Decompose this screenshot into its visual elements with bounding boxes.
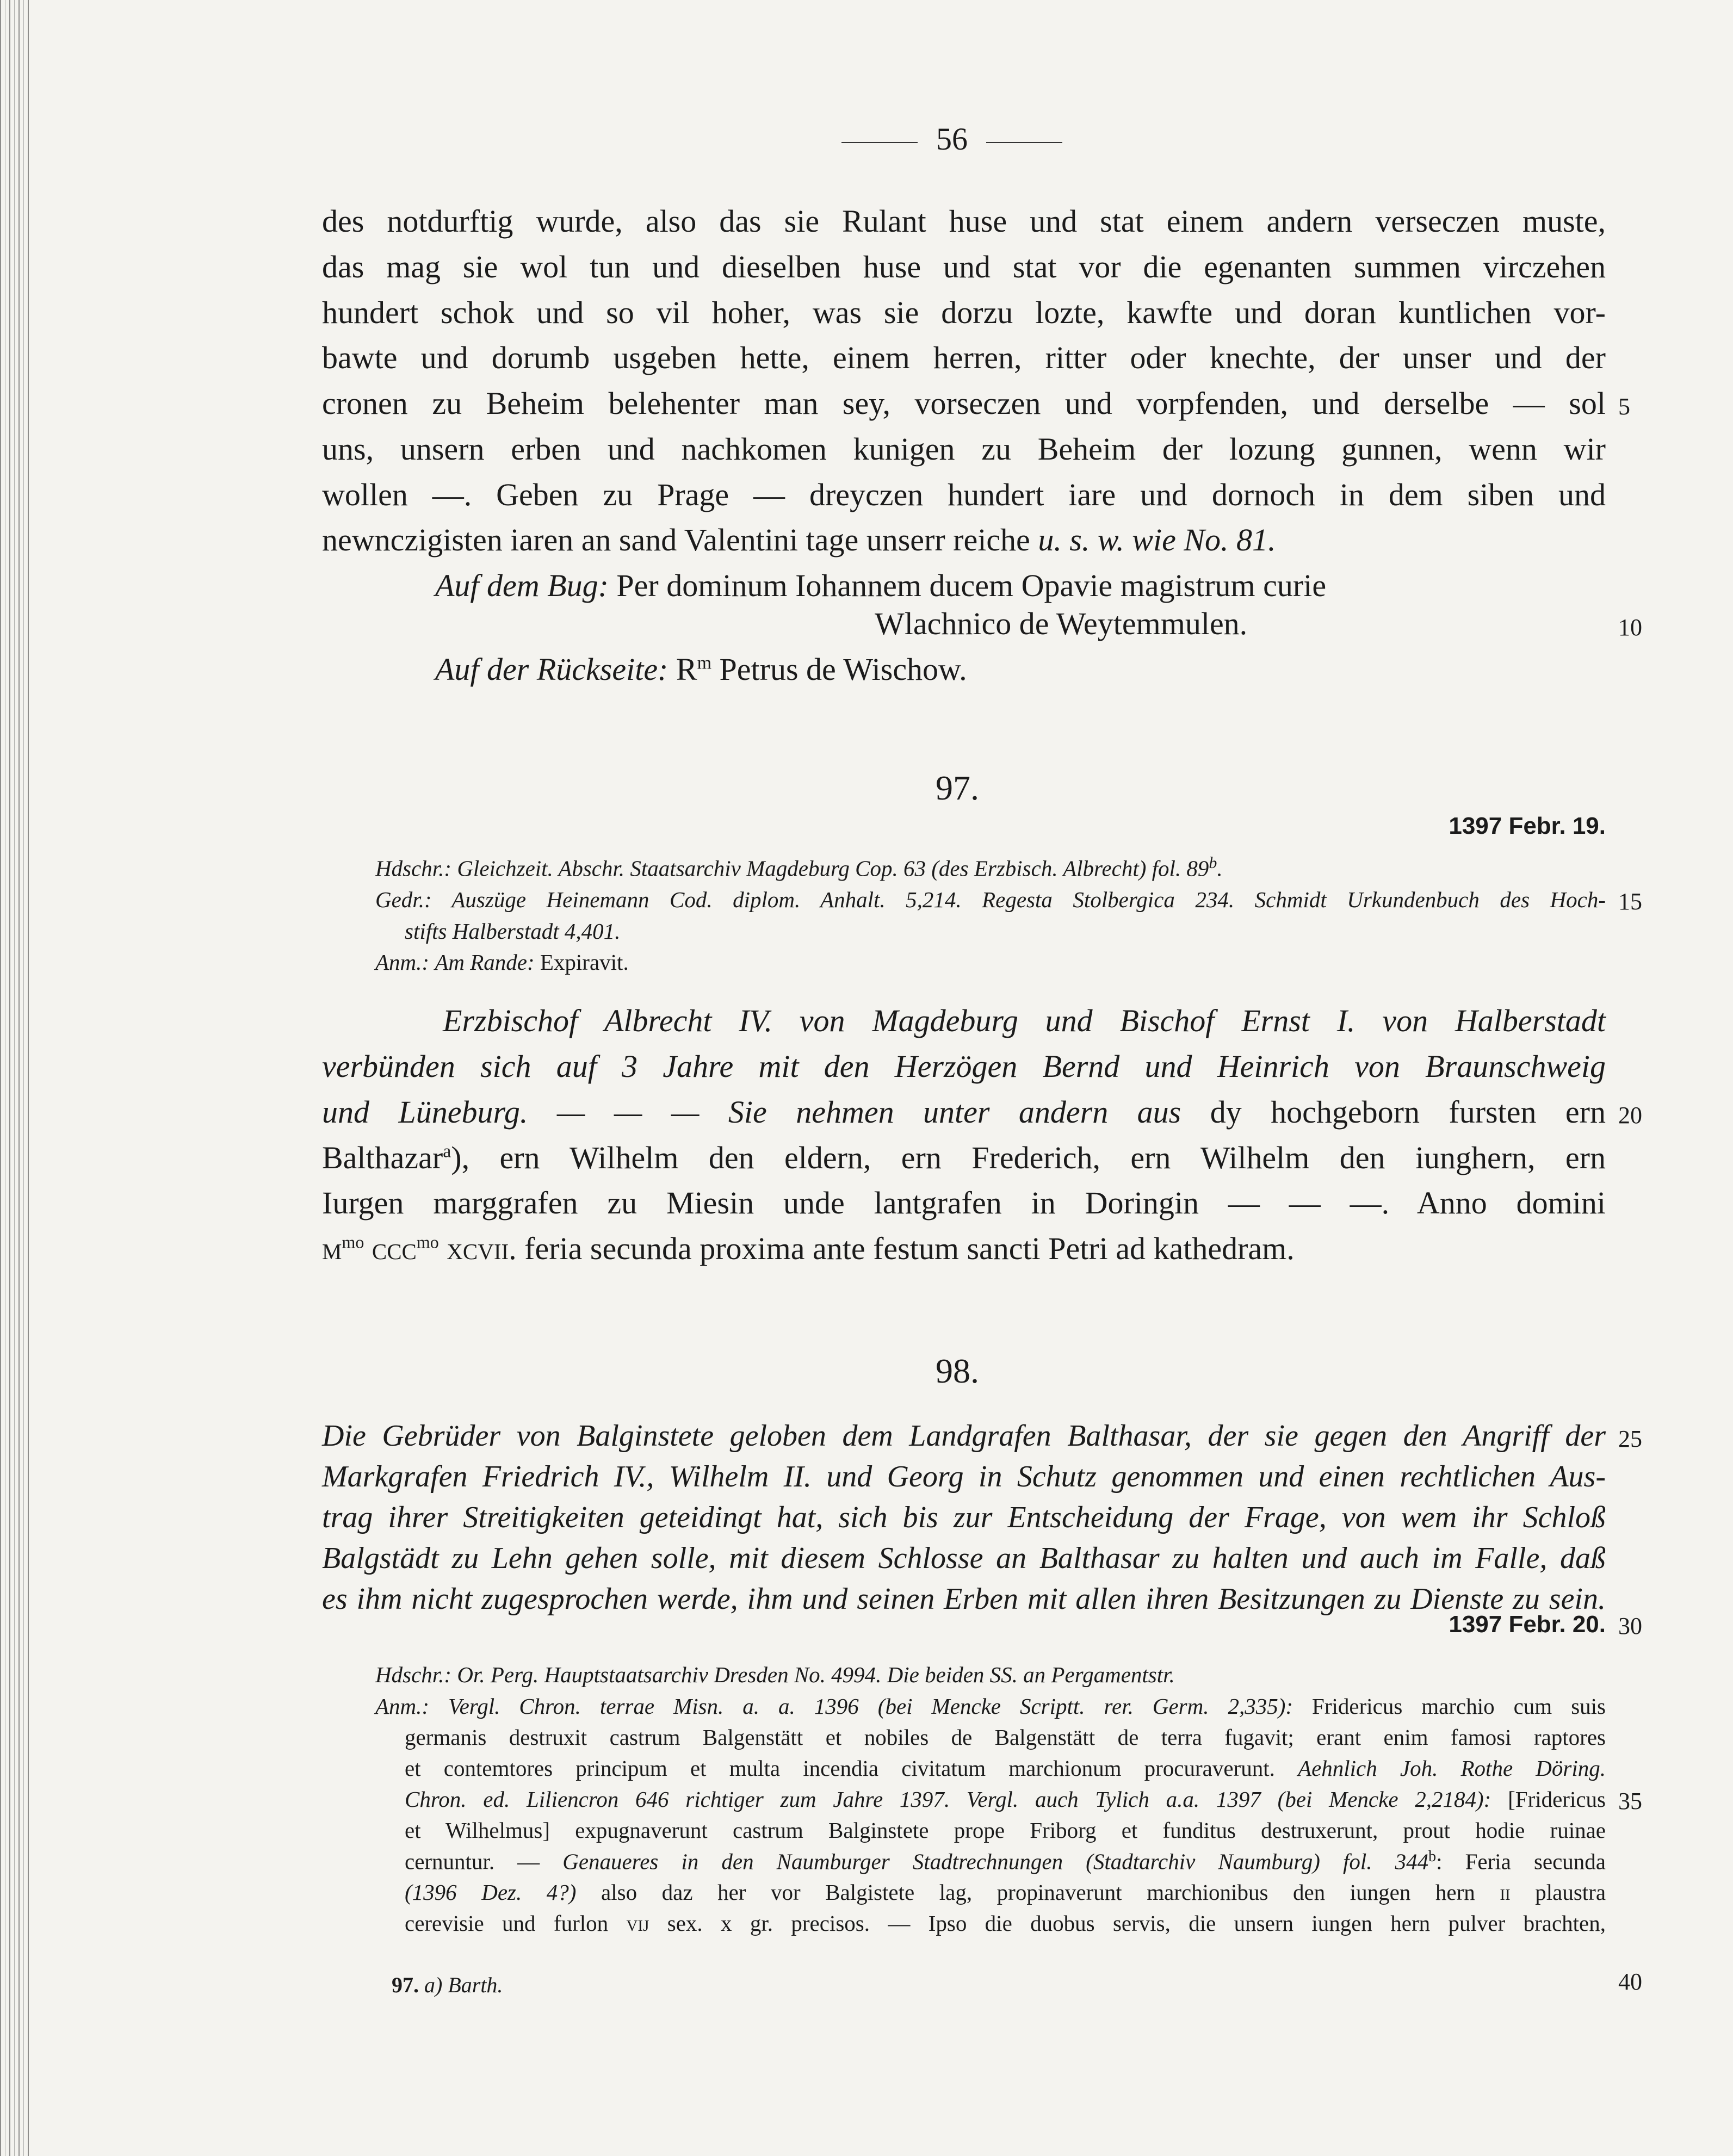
text-line — [322, 524, 1606, 556]
footnote-text: a) Barth. — [424, 1973, 503, 1997]
footnote-number: 97. — [392, 1973, 419, 1997]
text-segment: also daz her vor Balgistete lag, propinaverunt marchionibus den iungen hern — [601, 1880, 1475, 1905]
text-segment: dy hochgeborn fursten ern — [1210, 1094, 1606, 1130]
text-segment: cerevisie und furlon — [405, 1911, 609, 1936]
text-segment: Fridericus marchio cum suis — [1312, 1694, 1606, 1719]
gedr-text: Auszüge Heinemann Cod. diplom. Anhalt. 5,214. Regesta Stolbergica 234. Schmidt Urkundenbuch des Hoch- — [451, 887, 1606, 912]
text-segment: : — [1436, 1849, 1443, 1874]
text-segment: newnczigisten iaren an sand Valentini tage unserr reiche — [322, 522, 1030, 557]
line-number: 15 — [1618, 888, 1642, 915]
doc98-anm-line — [405, 1848, 1606, 1875]
text-segment: Vergl. Chron. terrae Misn. a. a. 1396 (bei Mencke Scriptt. rer. Germ. 2,335): — [448, 1694, 1293, 1719]
doc97-text — [322, 1142, 1606, 1174]
doc98-anm-line — [405, 1755, 1606, 1781]
doc97-regest: verbünden sich auf 3 Jahre mit den Herzögen Bernd und Heinrich von Braunschweig — [322, 1049, 1606, 1084]
text-segment: Feria secunda — [1465, 1849, 1606, 1874]
anm-italic: Am Rande: — [435, 950, 535, 975]
text-line: des notdurftig wurde, also das sie Rulant huse und stat einem andern verseczen muste, — [322, 203, 1606, 239]
doc97-text — [322, 1233, 1606, 1265]
doc98-regest: es ihm nicht zugesprochen werde, ihm und seinen Erben mit allen ihren Besitzungen zu Dienste zu sein. — [322, 1582, 1606, 1616]
doc97-gedr — [375, 887, 1606, 913]
hdschr-label: Hdschr.: — [375, 1662, 452, 1687]
back-r: R — [676, 652, 697, 687]
text-line: hundert schok und so vil hoher, was sie dorzu lozte, kawfte und doran kuntlichen vor- — [322, 295, 1606, 330]
line-number: 25 — [1618, 1426, 1642, 1452]
hdschr-sup: b — [1209, 854, 1217, 872]
header-dash-left — [841, 142, 918, 143]
doc98-anm-line: germanis destruxit castrum Balgenstätt et nobiles de Balgenstätt de terra fugavit; erant enim famosi raptores — [405, 1725, 1606, 1750]
hdschr-text: Or. Perg. Hauptstaatsarchiv Dresden No. 4994. Die beiden SS. an Pergamentstr. — [457, 1662, 1175, 1687]
back-note — [435, 654, 1605, 685]
doc97-number: 97. — [936, 769, 979, 807]
text-segment: ccc — [372, 1231, 417, 1266]
text-line: bawte und dorumb usgeben hette, einem herren, ritter oder knechte, der unser und der — [322, 340, 1606, 375]
text-sup: mo — [342, 1232, 364, 1252]
scan-edge-shadow — [0, 0, 33, 2156]
bug-note — [435, 570, 1605, 602]
text-segment: m — [322, 1231, 342, 1266]
bug-label: Auf dem Bug: — [435, 568, 609, 603]
doc98-number: 98. — [936, 1352, 979, 1390]
doc98-regest: Balgstädt zu Lehn gehen solle, mit diesem Schlosse an Balthasar zu halten und auch im Falle, daß — [322, 1541, 1606, 1575]
hdschr-text: Gleichzeit. Abschr. Staatsarchiv Magdeburg Cop. 63 (des Erzbisch. Albrecht) fol. 89 — [457, 856, 1209, 881]
text-line: das mag sie wol tun und dieselben huse und stat vor die egenanten summen virczehen — [322, 249, 1606, 284]
footnote — [392, 1972, 503, 1998]
doc97-hdschr — [375, 854, 1606, 882]
text-sup: b — [1428, 1848, 1437, 1865]
bug-note-cont: Wlachnico de Weytemmulen. — [875, 606, 1248, 641]
text-segment: vij — [626, 1911, 649, 1936]
hdschr-end: . — [1217, 856, 1223, 881]
anm-label: Anm.: — [375, 950, 430, 975]
text-segment: sex. x gr. precisos. — Ipso die duobus servis, die unsern iungen hern pulver brachten, — [667, 1911, 1606, 1936]
line-number: 10 — [1618, 614, 1642, 641]
line-number: 35 — [1618, 1788, 1642, 1814]
text-segment: [Fridericus — [1508, 1787, 1606, 1812]
doc98-regest: trag ihrer Streitigkeiten geteidingt hat, sich bis zur Entscheidung der Frage, von wem ihr Schloß — [322, 1501, 1606, 1534]
doc97-date: 1397 Febr. 19. — [1449, 813, 1606, 839]
doc98-anm-line: et Wilhelmus] expugnaverunt castrum Balginstete prope Friborg et funditus destruxerunt, prout hodie ruinae — [405, 1818, 1606, 1843]
text-segment: ), ern Wilhelm den eldern, ern Frederich, ern Wilhelm den iunghern, ern — [451, 1140, 1606, 1175]
doc97-gedr-cont: stifts Halberstadt 4,401. — [405, 919, 621, 944]
page-header — [816, 121, 1088, 157]
text-segment: Genaueres in den Naumburger Stadtrechnungen (Stadtarchiv Naumburg) fol. 344 — [562, 1849, 1429, 1874]
doc97-text: Iurgen marggrafen zu Miesin unde lantgrafen in Doringin — — —. Anno domini — [322, 1185, 1606, 1221]
text-sup: mo — [416, 1232, 439, 1252]
doc98-hdschr — [375, 1662, 1606, 1688]
cross-reference: u. s. w. wie No. 81. — [1038, 522, 1276, 557]
text-segment: cernuntur. — — [405, 1849, 540, 1874]
gedr-label: Gedr.: — [375, 887, 432, 912]
doc97-regest: Erzbischof Albrecht IV. von Magdeburg und Bischof Ernst I. von Halberstadt — [443, 1003, 1606, 1038]
text-line: cronen zu Beheim belehenter man sey, vorseczen und vorpfenden, und derselbe — sol — [322, 386, 1606, 421]
doc97-text — [322, 1096, 1606, 1128]
back-text: Petrus de Wischow. — [719, 652, 967, 687]
page-number: 56 — [936, 121, 968, 157]
text-line: wollen —. Geben zu Prage — dreyczen hundert iare und dornoch in dem siben und — [322, 477, 1606, 512]
text-segment: et contemtores principum et multa incendia civitatum marchionum procuraverunt. — [405, 1756, 1275, 1781]
text-segment: ii — [1500, 1880, 1511, 1905]
anm-text: Expiravit. — [540, 950, 629, 975]
footnote-marker: a — [443, 1141, 451, 1162]
anm-label: Anm.: — [375, 1694, 430, 1719]
text-segment: xcvii. — [447, 1231, 517, 1266]
doc98-regest: Die Gebrüder von Balginstete geloben dem Landgrafen Balthasar, der sie gegen den Angriff der — [322, 1419, 1606, 1453]
text-segment: Balthazar — [322, 1140, 443, 1175]
doc97-anm — [375, 949, 1606, 975]
text-line: uns, unsern erben und nachkomen kunigen zu Beheim der lozung gunnen, wenn wir — [322, 431, 1606, 467]
back-sup: m — [697, 653, 712, 673]
back-label: Auf der Rückseite: — [435, 652, 669, 687]
text-segment: feria secunda proxima ante festum sancti Petri ad kathedram. — [524, 1231, 1295, 1266]
text-segment: Chron. ed. Liliencron 646 richtiger zum Jahre 1397. Vergl. auch Tylich a.a. 1397 (bei Mencke 2,2184): — [405, 1787, 1491, 1812]
text-segment: plaustra — [1535, 1880, 1606, 1905]
doc98-anm-line — [405, 1786, 1606, 1812]
text-segment: (1396 Dez. 4?) — [405, 1880, 577, 1905]
doc98-date: 1397 Febr. 20. — [1449, 1611, 1606, 1638]
line-number: 40 — [1618, 1968, 1642, 1995]
doc98-anm-line — [405, 1910, 1606, 1936]
line-number: 30 — [1618, 1613, 1642, 1639]
text-segment: und Lüneburg. — — — Sie nehmen unter andern aus — [322, 1094, 1181, 1130]
hdschr-label: Hdschr.: — [375, 856, 452, 881]
header-dash-right — [986, 142, 1062, 143]
text-segment: Aehnlich Joh. Rothe Döring. — [1298, 1756, 1606, 1781]
bug-text: Per dominum Iohannem ducem Opavie magistrum curie — [616, 568, 1327, 603]
doc98-anm-line — [405, 1879, 1606, 1905]
doc98-anm — [375, 1693, 1606, 1719]
line-number: 5 — [1618, 393, 1630, 420]
doc98-regest: Markgrafen Friedrich IV., Wilhelm II. und Georg in Schutz genommen und einen rechtlichen Aus- — [322, 1460, 1606, 1494]
line-number: 20 — [1618, 1102, 1642, 1129]
